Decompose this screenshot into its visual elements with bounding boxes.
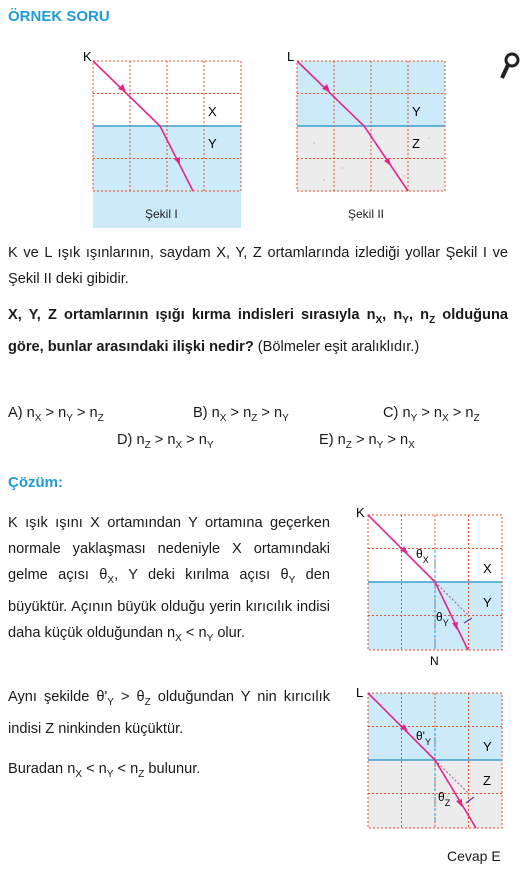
option-term-subscript: Z <box>97 413 104 424</box>
option-a[interactable] <box>8 405 104 424</box>
option-e[interactable] <box>319 432 415 451</box>
question-main: X, Y, Z ortamlarının ışığı kırma indisleri sırasıyla $n_X$, $n_Y$, $n_Z$ olduğuna göre, bunlar arasındaki ilişki nedir? (Bölmeler eşit aralıklıdır.) <box>8 307 508 355</box>
option-term: > n <box>41 405 67 421</box>
option-prefix: D) <box>117 432 137 448</box>
option-term: > n <box>72 405 98 421</box>
option-term: > n <box>257 405 283 421</box>
ray-label-k: K <box>83 49 92 64</box>
medium-label-x: X <box>483 561 492 576</box>
ray-label-l: L <box>287 49 295 64</box>
solution-paragraph-3: Buradan $n_X < n_Y < n_Z$ bulunur. <box>8 761 201 780</box>
ray-label-l: L <box>356 685 364 700</box>
solution-paragraph-2: Aynı şekilde $\theta'_Y > \theta_Z$ olduğundan Y nin kırıcılık indisi Z ninkinden küçüktür. <box>8 689 330 737</box>
option-term: > n <box>150 432 176 448</box>
option-term: n <box>26 405 35 421</box>
medium-label-z: Z <box>412 136 420 151</box>
option-term-subscript: Z <box>473 413 480 424</box>
example-heading: ÖRNEK SORU <box>8 8 110 25</box>
angle-theta-y: $\theta_Y$ <box>436 610 449 628</box>
option-term-subscript: Y <box>410 413 418 424</box>
option-term-subscript: Z <box>144 440 151 451</box>
figure-1 <box>80 48 250 228</box>
option-c[interactable] <box>383 405 480 424</box>
answer-label: Cevap E <box>447 848 501 864</box>
option-term: > n <box>417 405 443 421</box>
option-term-subscript: Y <box>376 440 384 451</box>
medium-label-y: Y <box>483 739 492 754</box>
option-term-subscript: Y <box>66 413 73 424</box>
angle-theta-x: $\theta_X$ <box>416 547 429 565</box>
option-term-subscript: X <box>175 440 183 451</box>
option-term: n <box>136 432 145 448</box>
figure-2 <box>284 48 454 228</box>
option-term-subscript: Z <box>345 440 352 451</box>
option-d[interactable] <box>117 432 214 451</box>
normal-label-n: N <box>430 654 439 668</box>
medium-label-z: Z <box>483 773 491 788</box>
option-term-subscript: X <box>34 413 42 424</box>
ray-label-k: K <box>356 505 365 520</box>
option-term-subscript: X <box>442 413 449 424</box>
angle-theta-prime-y: $\theta'_Y$ <box>416 729 431 747</box>
option-term-subscript: X <box>219 413 227 424</box>
medium-label-y: Y <box>483 595 492 610</box>
magnifier-icon <box>498 48 520 84</box>
medium-label-y: Y <box>208 136 217 151</box>
option-term: n <box>402 405 411 421</box>
figure-2-caption: Şekil II <box>348 207 385 221</box>
option-term: > n <box>448 405 474 421</box>
question-intro: K ve L ışık ışınlarının, saydam X, Y, Z ortamlarında izlediği yollar Şekil I ve Şekil II deki gibidir. <box>8 245 508 287</box>
option-term: > n <box>383 432 409 448</box>
option-term: > n <box>226 405 252 421</box>
option-term: n <box>337 432 346 448</box>
option-term-subscript: Y <box>206 440 214 451</box>
option-term-subscript: Z <box>251 413 258 424</box>
figure-4 <box>352 683 512 838</box>
figure-1-caption: Şekil I <box>145 207 178 221</box>
option-prefix: A) <box>8 405 27 421</box>
option-term: > n <box>182 432 207 448</box>
option-term-subscript: Y <box>282 413 289 424</box>
medium-label-x: X <box>208 104 217 119</box>
option-b[interactable] <box>193 405 289 424</box>
option-term: n <box>211 405 220 421</box>
solution-heading: Çözüm: <box>8 474 63 491</box>
figure-3 <box>352 505 512 675</box>
option-term-subscript: X <box>408 440 415 451</box>
medium-label-y: Y <box>412 104 421 119</box>
solution-paragraph-1: K ışık ışını X ortamından Y ortamına geçerken normale yaklaşması nedeniyle X ortamındaki gelme açısı $\theta_X$, Y deki kırılma açısı $\theta_Y$ den büyüktür. Açının büyük olduğu yerin kırıcılık indisi daha küçük olduğundan $n_X < n_Y$ olur. <box>8 515 331 644</box>
option-prefix: B) <box>193 405 212 421</box>
option-term: > n <box>351 432 377 448</box>
angle-theta-z: $\theta_Z$ <box>438 790 451 808</box>
option-prefix: E) <box>319 432 338 448</box>
option-prefix: C) <box>383 405 403 421</box>
